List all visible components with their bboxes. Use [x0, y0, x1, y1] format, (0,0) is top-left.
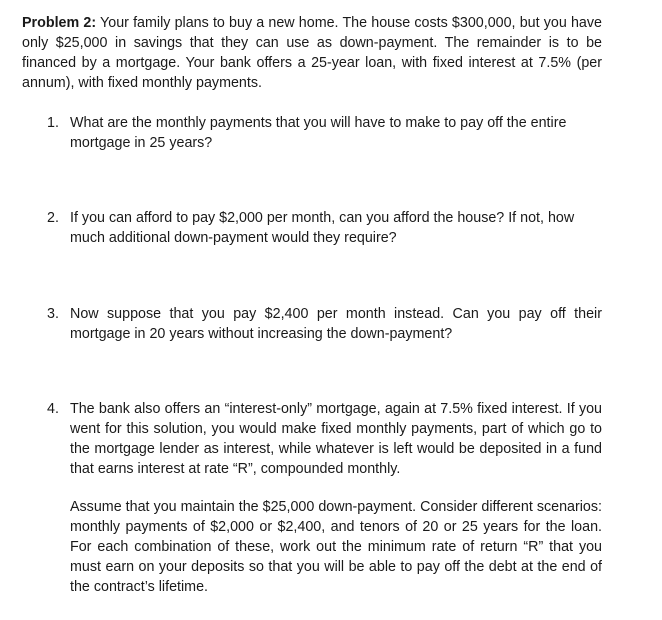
- question-text: What are the monthly payments that you will have to make to pay off the entire mortgage in 25 years?: [70, 115, 567, 151]
- question-text: The bank also offers an “interest-only” mortgage, again at 7.5% fixed interest. If you went for this solution, you would make fixed monthly payments, part of which go to the mortgage lender as interest, while whatever is left would be deposited in a fund that earns interest at rate “R”, compounded monthly.: [70, 401, 602, 477]
- question-followup: Assume that you maintain the $25,000 down-payment. Consider different scenarios: monthly payments of $2,000 or $2,400, and tenors of 20 or 25 years for the loan. For each combination of these, work out the minimum rate of return “R” that you must earn on your deposits so that you will be able to pay off the debt at the end of the contract’s lifetime.: [70, 499, 602, 595]
- problem-intro-text: Your family plans to buy a new home. The house costs $300,000, but you have only $25,000 in savings that they can use as down-payment. The remainder is to be financed by a mortgage. Your bank offers a 25-year loan, with fixed interest at 7.5% (per annum), with fixed monthly payments.: [22, 15, 602, 91]
- question-number: 1.: [47, 115, 59, 131]
- question-item: [47, 304, 602, 344]
- question-item: [47, 208, 602, 248]
- question-item: [47, 399, 602, 479]
- problem-label: Problem 2:: [22, 15, 97, 31]
- problem-intro: [22, 13, 602, 93]
- question-text: Now suppose that you pay $2,400 per month instead. Can you pay off their mortgage in 20 years without increasing the down-payment?: [70, 306, 602, 342]
- question-number: 3.: [47, 306, 59, 322]
- question-number: 2.: [47, 210, 59, 226]
- question-text: If you can afford to pay $2,000 per month, can you afford the house? If not, how much additional down-payment would they require?: [70, 210, 575, 246]
- question-number: 4.: [47, 401, 59, 417]
- question-item: [47, 113, 602, 153]
